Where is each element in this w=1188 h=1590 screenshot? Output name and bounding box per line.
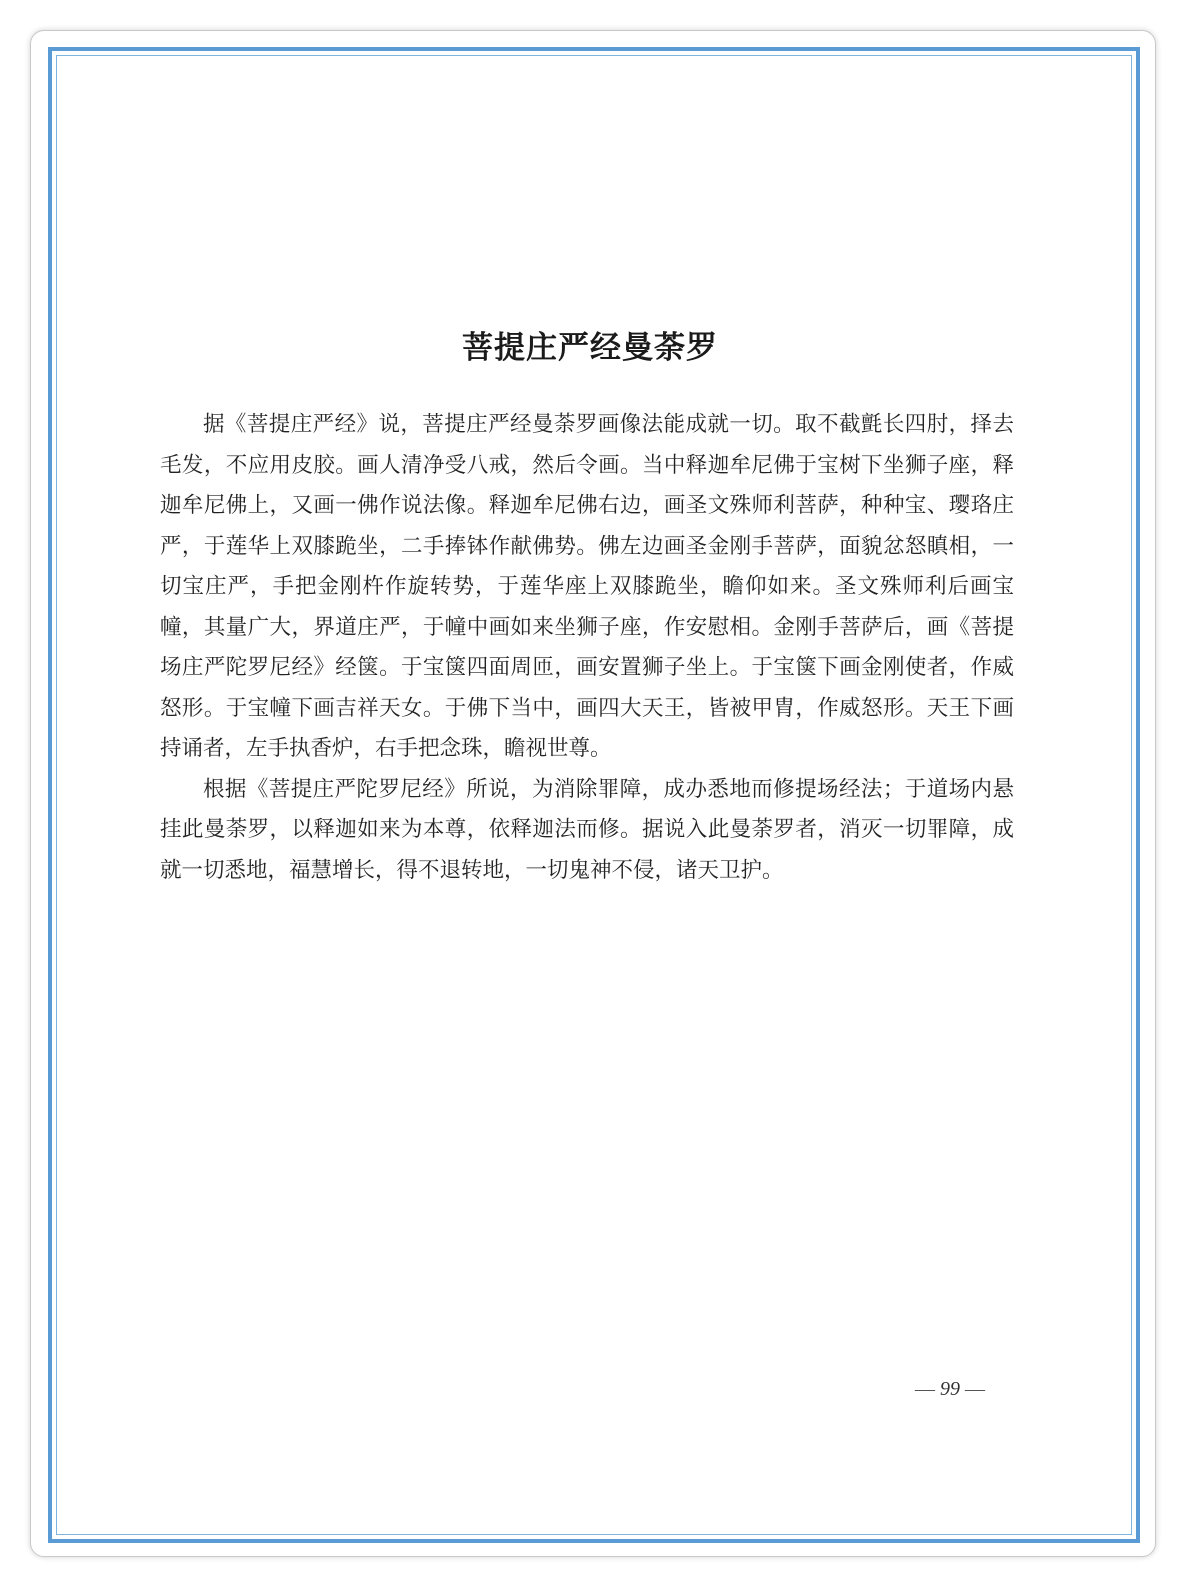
page-number-value: 99 <box>940 1378 960 1400</box>
page-number-dash-right: — <box>965 1378 985 1400</box>
paragraph-2: 根据《菩提庄严陀罗尼经》所说，为消除罪障，成办悉地而修提场经法；于道场内悬挂此曼荼罗，以释迦如来为本尊，依释迦法而修。据说入此曼荼罗者，消灭一切罪障，成就一切悉地，福慧增长，得不退转地，一切鬼神不侵，诸天卫护。 <box>160 776 1014 883</box>
page-number <box>900 1378 1000 1401</box>
paragraph-1: 据《菩提庄严经》说，菩提庄严经曼荼罗画像法能成就一切。取不截氈长四肘，择去毛发，不应用皮胶。画人清净受八戒，然后令画。当中释迦牟尼佛于宝树下坐狮子座，释迦牟尼佛上，又画一佛作说法像。释迦牟尼佛右边，画圣文殊师利菩萨，种种宝、璎珞庄严，于莲华上双膝跪坐，二手捧钵作献佛势。佛左边画圣金刚手菩萨，面貌忿怒瞋相，一切宝庄严，手把金刚杵作旋转势，于莲华座上双膝跪坐，瞻仰如来。圣文殊师利后画宝幢，其量广大，界道庄严，于幢中画如来坐狮子座，作安慰相。金刚手菩萨后，画《菩提场庄严陀罗尼经》经箧。于宝箧四面周匝，画安置狮子坐上。于宝箧下画金刚使者，作威怒形。于宝幢下画吉祥天女。于佛下当中，画四大天王，皆被甲胄，作威怒形。天王下画持诵者，左手执香炉，右手把念珠，瞻视世尊。 <box>160 412 1014 761</box>
page-title: 菩提庄严经曼荼罗 <box>462 330 718 366</box>
document-page <box>160 0 1020 1590</box>
page-number-dash-left: — <box>915 1378 935 1400</box>
body-text <box>160 405 1014 891</box>
